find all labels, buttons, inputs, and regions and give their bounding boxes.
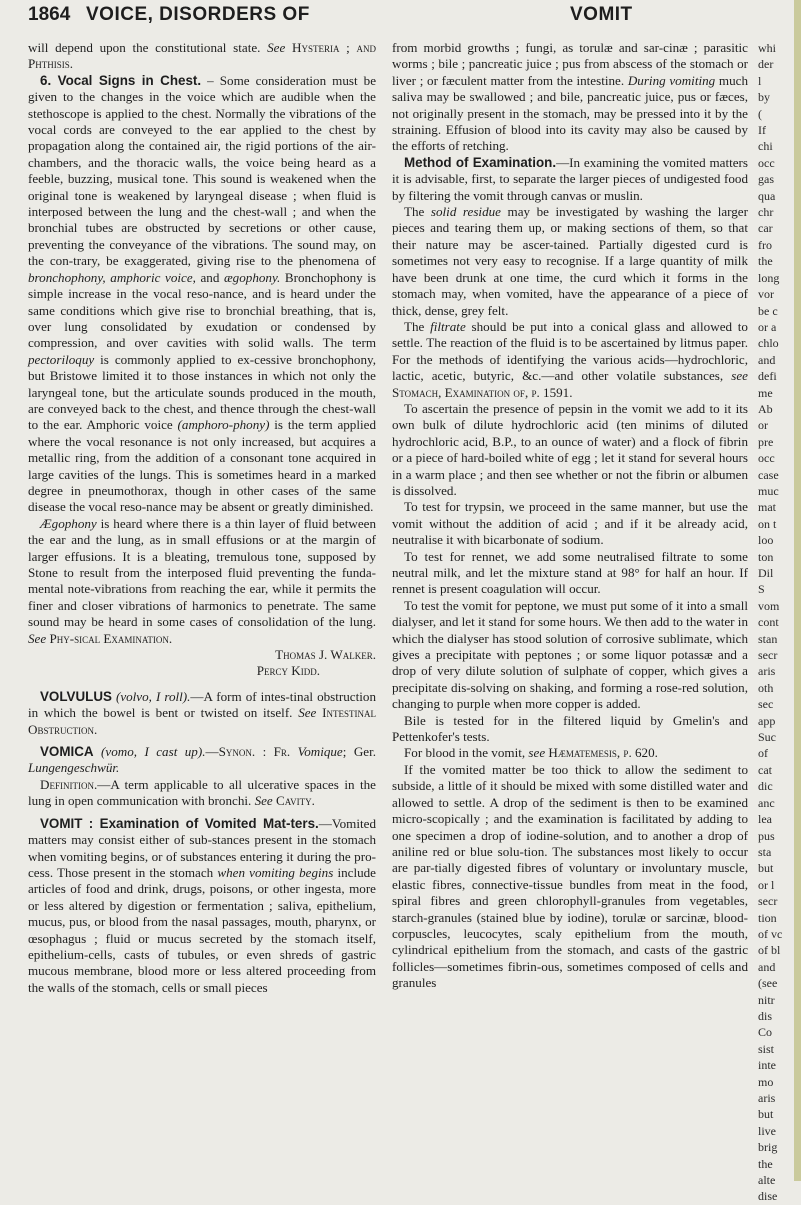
running-header (28, 4, 758, 30)
header-left-title: VOICE, DISORDERS OF (86, 4, 310, 25)
etymology: (vomo, I cast up). (101, 744, 206, 760)
edge-fragment: vor (758, 287, 774, 302)
edge-fragment: case (758, 467, 779, 482)
edge-fragment: gas (758, 172, 774, 187)
edge-fragment: l (758, 73, 762, 88)
edge-fragment: oth (758, 680, 774, 695)
book-spine (794, 0, 801, 1181)
text: should be put into a conical glass and allowed to settle. The reaction of the fluid is to be ascertained by litmus paper. For the methods of identifying the various acids—hydrochloric, lactic, acetic, butyric, &c.—and other volatile substances, (392, 318, 748, 384)
term: pectoriloquy (28, 351, 95, 367)
paragraph (392, 745, 748, 761)
edge-fragment: or a (758, 319, 777, 334)
paragraph (28, 516, 376, 647)
edge-fragment: loo (758, 533, 774, 548)
author-signature: Thomas J. Walker. (275, 647, 376, 663)
section-method (392, 155, 748, 204)
edge-fragment: lea (758, 812, 772, 827)
section-heading: Method of Examination. (404, 154, 557, 170)
edge-fragment: aris (758, 664, 776, 679)
text: is heard where there is a thin layer of fluid between the ear and the lung, as in small effusions or at the margin of larger effusions. It is a bleating, tremulous tone, supposed by Stone to result from the interposed fluid preventing the funda-mental note-vibrations from reaching the ear, while it permits the finer and closer vibrations of harmonics to penetrate. The same sound may be heard in some cases of consolidation of the lung. (28, 515, 376, 630)
edge-fragment: sist (758, 1041, 775, 1056)
cross-reference: Hæmatemesis, p. 620. (548, 745, 658, 761)
term: bronchophony, (28, 269, 106, 285)
edge-fragment: Suc (758, 730, 776, 745)
text: For blood in the vomit, (404, 745, 526, 761)
edge-fragment: If (758, 123, 766, 138)
edge-fragment: dise (758, 1189, 778, 1204)
see-ref: see (731, 368, 748, 384)
edge-fragment: aris (758, 1091, 776, 1105)
term: filtrate (430, 318, 466, 334)
edge-fragment: occ (758, 451, 775, 466)
edge-fragment: or l (758, 877, 775, 892)
edge-fragment: of (758, 746, 768, 761)
cross-reference: Hysteria ; and Phthisis. (28, 40, 376, 72)
edge-fragment: the (758, 1156, 773, 1171)
paragraph: To test for rennet, we add some neutralised filtrate to some neutral milk, and let the mixture stand at 98° for half an hour. If rennet is present coagulation will occur. (392, 548, 748, 597)
edge-fragment: pus (758, 828, 775, 843)
edge-fragment: and (758, 352, 776, 367)
edge-fragment: ( (758, 106, 762, 121)
edge-fragment: me (758, 385, 773, 400)
paragraph: Bile is tested for in the filtered liquid by Gmelin's and Pettenkofer's tests. (392, 712, 748, 745)
text: is commonly applied to ex-cessive bronchophony, but Bristowe limited it to those instances in which not only the laryngeal tone, but the articulate sounds produced in the mouth, are conveyed back to the chest, and thence through the chest-wall to the ear. Amphoric voice (28, 351, 376, 433)
term: solid residue (430, 204, 501, 220)
edge-fragment: of bl (758, 943, 781, 958)
term: Vomique (297, 744, 343, 760)
edge-fragment: dis (758, 1008, 773, 1023)
see-ref: See (298, 705, 317, 721)
edge-fragment: chr (758, 205, 774, 220)
paragraph (392, 204, 748, 319)
see-ref: see (528, 745, 546, 761)
entry-vomica (28, 744, 376, 777)
entry-volvulus (28, 689, 376, 738)
header-right-title: VOMIT (570, 4, 633, 25)
page-number: 1864 (28, 4, 71, 25)
text: —Vomited matters may consist either of sub-stances present in the stomach when vomiting begins, or of substances entering it during the pro-cess. Those present in the stomach (28, 815, 376, 880)
edge-fragment: (see (758, 976, 778, 991)
cross-reference: Cavity. (276, 793, 315, 809)
edge-fragment: the (758, 254, 773, 269)
author-signature: Percy Kidd. (256, 663, 320, 679)
text: include articles of food and drink, drugs, poisons, or other ingesta, more or less altered by digestion or fermentation ; saliva, epithelium, mucus, pus, or blood from the nasal passages, mouth, pharynx, or œsophagus ; fluid or mucus secreted by the stomach itself, epithelium-cells, casts of tubules, or even shreds of gastric mucous membrane, blood more or less altered proceeding from the walls of the stomach, cells or small pieces (28, 864, 376, 995)
term: (amphoro-phony) (177, 417, 270, 433)
edge-fragment: muc (758, 483, 779, 498)
edge-fragment: Ab (758, 401, 773, 416)
edge-fragment: live (758, 1123, 776, 1138)
edge-fragment: qua (758, 188, 776, 203)
edge-fragment: but (758, 1107, 774, 1122)
paragraph (28, 777, 376, 810)
text: much saliva may be swallowed ; and bile, pancreatic juice, pus or fæces, not originally present in the stomach, may be pressed into it by the straining. Effusion of blood into its cavity may also be caused by the efforts of retching. (392, 72, 748, 154)
edge-fragment: tion (758, 910, 777, 925)
see-ref: See (267, 40, 286, 55)
edge-fragment: long (758, 270, 780, 285)
text: Some consideration must be given to the changes in the voice which are audible when the stethoscope is applied to the chest. Normally the vibrations of the vocal cords are conveyed to the ear applied to the chest by propagation along the contained air, the rigid portions of the air-chambers, and the thoracic walls, the voice being heard as a feeble, buzzing, musical tone. This sound is weakened when the original tone is weakened by laryngeal disease ; when fluid is interposed between the lung and the chest-wall ; and when the bronchial tubes are obstructed by secretions or other cause, preventing the conveyance of the vibrations. The sound may, on the con-trary, be exaggerated, giving rise to the phenomena of (28, 72, 377, 269)
text: —Synon. : Fr. (205, 744, 291, 760)
edge-fragment: Dil (758, 566, 774, 580)
edge-fragment: mat (758, 500, 776, 515)
edge-fragment: defi (758, 369, 777, 384)
etymology: (volvo, I roll). (115, 688, 191, 704)
edge-fragment: by (758, 90, 770, 105)
term: when vomiting begins (217, 864, 334, 880)
text: from morbid growths ; fungi, as torulæ and sar-cinæ ; parasitic worms ; bile ; pancreatic juice ; pus from abscess of the stomach or liver ; or fæculent matter from the intestine. (392, 40, 748, 88)
edge-fragment: cont (758, 615, 779, 630)
edge-fragment: chlo (758, 336, 779, 351)
text: ; Ger. (342, 744, 376, 760)
edge-fragment: whi (758, 41, 776, 55)
paragraph (392, 319, 748, 401)
edge-fragment: and (758, 959, 776, 974)
cross-reference: Stomach, Examination of, p. 1591. (392, 384, 573, 400)
edge-fragment: mo (758, 1074, 774, 1089)
edge-fragment: but (758, 861, 774, 876)
edge-fragment: fro (758, 237, 772, 252)
edge-fragment: on t (758, 516, 777, 531)
edge-fragment: Co (758, 1025, 773, 1040)
adjacent-page-edge (758, 40, 794, 1204)
text: —A form of intes-tinal obstruction in which the bowel is bent or twisted on itself. (28, 688, 376, 721)
entry-heading: VOMICA (40, 744, 94, 760)
edge-fragment: sec (758, 697, 774, 712)
term: During vomiting (627, 72, 716, 88)
text: The (404, 204, 425, 220)
entry-vomit (28, 816, 376, 996)
paragraph (28, 40, 376, 73)
term: ægophony. (223, 269, 281, 285)
term: Lungengeschwür. (28, 760, 120, 776)
edge-fragment: cat (758, 762, 772, 777)
cross-reference: Intestinal Obstruction. (28, 705, 376, 737)
edge-fragment: S (758, 582, 765, 597)
edge-fragment: inte (758, 1058, 776, 1073)
edge-fragment: of vc (758, 926, 783, 941)
entry-heading: VOMIT : Examination of Vomited Mat-ters. (40, 815, 319, 831)
edge-fragment: or (758, 418, 768, 433)
paragraph: To test for trypsin, we proceed in the same manner, but use the vomit without the addition of acid ; and if it be already acid, neutralise it with bicarbonate of sodium. (392, 499, 748, 548)
text: Bronchophony is simple increase in the vocal reso-nance, and is heard under the same conditions which give rise to bronchial breathing, that is, over lung consolidated by exudation or condensed by compression, and over cavities with solid walls. The term (28, 269, 377, 351)
edge-fragment: app (758, 713, 776, 728)
see-ref: See (28, 630, 47, 646)
edge-fragment: der (758, 57, 774, 72)
edge-fragment: ton (758, 549, 774, 564)
edge-fragment: occ (758, 155, 775, 170)
see-ref: See (254, 793, 273, 809)
text: —In examining the vomited matters it is advisable, first, to separate the larger pieces of undigested food by filtering the vomit through canvas or muslin. (392, 154, 748, 203)
entry-heading: VOLVULUS (40, 688, 112, 704)
edge-fragment: car (758, 221, 773, 236)
cross-reference: Phy-sical Examination. (49, 630, 173, 646)
right-column (392, 40, 748, 992)
edge-fragment: nitr (758, 992, 775, 1007)
paragraph: To test the vomit for peptone, we must put some of it into a small dialyser, and let it stand for some hours. We then add to the water in which the dialyser has stood solution of corrosive sublimate, which gives a precipitate with peptones ; or some liquor potassæ and a drop of very dilute solution of sulphate of copper, which gives a precipitate dis-solving on shaking, and forming a rose-red solution, changing to purple when more copper is added. (392, 597, 748, 712)
edge-fragment: alte (758, 1173, 776, 1188)
edge-fragment: secr (758, 894, 778, 909)
edge-fragment: secr (758, 648, 778, 663)
edge-fragment: chi (758, 139, 773, 154)
term: Ægophony (40, 515, 97, 531)
edge-fragment: brig (758, 1140, 778, 1155)
section-heading: 6. Vocal Signs in Chest. (40, 72, 202, 88)
paragraph (392, 40, 748, 155)
text: and (200, 269, 220, 285)
edge-fragment: stan (758, 631, 778, 646)
edge-fragment: dic (758, 779, 773, 794)
paragraph: To ascertain the presence of pepsin in the vomit we add to it its own bulk of dilute hydrochloric acid (ten minims of diluted hydrochloric acid, B.P., to an ounce of water) and a flock of fibrin or a piece of hard-boiled white of egg ; let it stand for several hours in a warm place ; and then see whether or not the fibrin or albumen is dissolved. (392, 400, 748, 498)
text: will depend upon the constitutional state. (28, 40, 261, 55)
text: is the term applied where the vocal resonance is not only increased, but acquires a metallic ring, from the addition of a consonant tone acquired in large cavities of the lungs. This is sometimes heard in a marked degree in pneumothorax, though in other cases of the same disease the vocal reso-nance may be absent or greatly diminished. (28, 417, 376, 515)
edge-fragment: be c (758, 303, 778, 318)
edge-fragment: pre (758, 434, 774, 449)
edge-fragment: sta (758, 844, 772, 859)
left-column (28, 40, 376, 996)
section-vocal-signs: 6. Vocal Signs in Chest. – Some consideration must be given to the changes in the voice which are audible when the stethoscope is applied to the chest. Normally the vibrations of the vocal cords are conveyed to the ear applied to the chest by propagation along the contained air, the rigid portions of the air-chambers, and the thoracic walls, the voice being heard as a feeble, buzzing, musical tone. This sound is weakened when the original tone is weakened by laryngeal disease ; when fluid is interposed between the lung and the chest-wall ; and when the bronchial tubes are obstructed by secretions or other cause, preventing the conveyance of the vibrations. The sound may, on the con-trary, be exaggerated, giving rise to the phenomena of bronchophony, amphoric voice, and ægophony. Bronchophony is simple increase in the vocal reso-nance, and is heard under the same conditions which give rise to bronchial breathing, that is, over lung consolidated by exudation or condensed by compression, and over cavities with solid walls. The term pectoriloquy is commonly applied to ex-cessive bronchophony, but Bristowe limited it to those instances in which not only the laryngeal tone, but the articulate sounds produced in the mouth, are conveyed back to the chest, and thence through the chest-wall to the ear. Amphoric voice (amphoro-phony) is the term applied where the vocal resonance is not only increased, but acquires a metallic ring, from the addition of a consonant tone acquired in large cavities of the lungs. This is sometimes heard in a marked degree in pneumothorax, though in other cases of the same disease the vocal reso-nance may be absent or greatly diminished. (28, 72, 377, 515)
text: may be investigated by washing the larger pieces and tearing them up, or making sections of them, so that their nature may be ascer-tained. Partially digested curd is sometimes not very easy to recognise. If a large quantity of milk have been drunk at one time, the curd which it forms in the stomach may, when vomited, have the appearance of a piece of thick, dense, grey felt. (392, 204, 748, 318)
paragraph: If the vomited matter be too thick to allow the sediment to subside, a little of it should be mixed with some distilled water and allowed to settle. A drop of the sediment is then to be examined micro-scopically ; and the examination is facilitated by adding to one specimen a drop of iodine-solution, and to another a drop of aniline red or blue solu-tion. The substances most likely to occur are par-tially digested fibres of voluntary or involuntary muscle, elastic fibres, connective-tissue bundles from meat in the food, spiral fibres and green chlorophyll-granules from vegetables, starch-granules (stained blue by iodine), torulæ or sarcinæ, blood-corpuscles, leucocytes, scaly epithelium from the mouth, cylindrical epithelium from the stomach, and casts of the gastric follicles—sometimes fibrin-ous, sometimes composed of cells and granules (392, 761, 748, 991)
text: The (404, 318, 425, 334)
text: —A term applicable to all ulcerative spaces in the lung in open communication with bronchi. (28, 776, 376, 809)
label: Definition. (40, 776, 98, 792)
edge-fragment: vom (758, 598, 780, 613)
edge-fragment: anc (758, 795, 775, 810)
term: amphoric voice, (110, 269, 196, 285)
